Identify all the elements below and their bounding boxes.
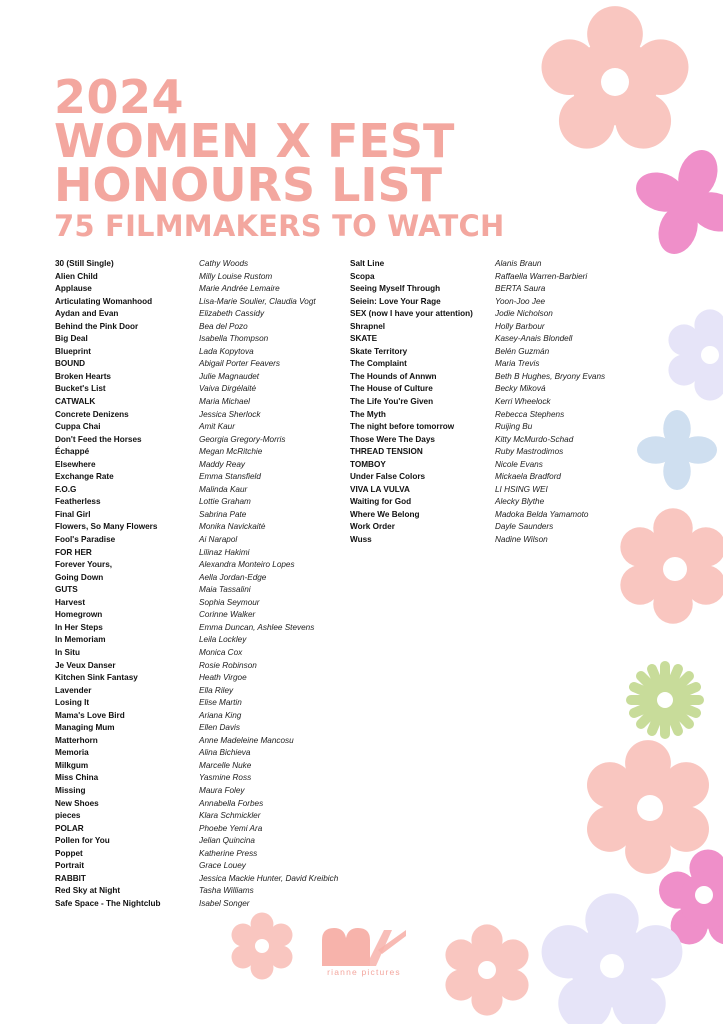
- film-title: Where We Belong: [350, 509, 420, 519]
- film-title: BOUND: [55, 359, 86, 369]
- film-title: Mama's Love Bird: [55, 710, 125, 720]
- film-title: Bucket's List: [55, 384, 106, 394]
- filmmaker-name: Nicole Evans: [495, 459, 543, 469]
- filmmaker-name: Malinda Kaur: [199, 484, 248, 494]
- film-title: The Myth: [350, 409, 386, 419]
- film-title: Under False Colors: [350, 472, 426, 482]
- logo-text: rianne pictures: [327, 967, 401, 977]
- film-title: Red Sky at Night: [55, 886, 121, 896]
- filmmaker-name: Heath Virgoe: [199, 673, 247, 683]
- filmmaker-name: Becky Miková: [495, 384, 546, 394]
- filmmaker-name: Holly Barbour: [495, 321, 545, 331]
- film-title: Flowers, So Many Flowers: [55, 522, 158, 532]
- film-title: Final Girl: [55, 509, 91, 519]
- film-title: Je Veux Danser: [55, 660, 116, 670]
- film-title: Scopa: [350, 271, 375, 281]
- filmmaker-name: Beth B Hughes, Bryony Evans: [495, 371, 606, 381]
- film-title: Alien Child: [55, 271, 98, 281]
- filmmaker-name: Dayle Saunders: [495, 522, 554, 532]
- film-title: Kitchen Sink Fantasy: [55, 673, 138, 683]
- film-title: Pollen for You: [55, 836, 110, 846]
- film-title: Wuss: [350, 535, 372, 545]
- film-title: Going Down: [55, 572, 104, 582]
- filmmaker-name: Sophia Seymour: [199, 597, 260, 607]
- filmmaker-name: Kasey-Anais Blondell: [495, 334, 573, 344]
- filmmaker-name: Klara Schmickler: [199, 811, 261, 821]
- film-title: Broken Hearts: [55, 371, 111, 381]
- filmmaker-name: Madoka Belda Yamamoto: [495, 509, 589, 519]
- film-title: SEX (now I have your attention): [350, 309, 473, 319]
- film-title: Skate Territory: [350, 346, 408, 356]
- filmmaker-name: BERTA Saura: [495, 284, 546, 294]
- filmmaker-name: Lilinaz Hakimi: [199, 547, 250, 557]
- film-title: GUTS: [55, 585, 78, 595]
- filmmaker-name: Phoebe Yemi Ara: [199, 823, 263, 833]
- film-title: Don't Feed the Horses: [55, 434, 142, 444]
- film-title: Waiting for God: [350, 497, 412, 507]
- film-title: 30 (Still Single): [55, 259, 114, 268]
- flower-green-icon: [631, 666, 699, 734]
- film-title: RABBIT: [55, 873, 86, 883]
- film-title: Memoria: [55, 748, 89, 758]
- film-title: Forever Yours,: [55, 560, 113, 570]
- film-title: F.O.G: [55, 484, 77, 494]
- filmmaker-name: Yoon-Joo Jee: [495, 296, 546, 306]
- filmmaker-name: Tasha Williams: [199, 886, 254, 896]
- filmmaker-name: Alanis Braun: [495, 259, 542, 268]
- title-line-1: WOMEN X FEST: [54, 114, 455, 168]
- film-title: Cuppa Chai: [55, 422, 101, 432]
- filmmaker-name: Katherine Press: [199, 848, 258, 858]
- filmmaker-name: Jodie Nicholson: [495, 309, 553, 319]
- film-title: Seeing Myself Through: [350, 284, 441, 294]
- film-title: Losing It: [55, 698, 90, 708]
- film-title: Work Order: [350, 522, 395, 532]
- film-title: In Situ: [55, 647, 81, 657]
- filmmaker-name: Rebecca Stephens: [495, 409, 565, 419]
- film-title: Managing Mum: [55, 723, 115, 733]
- filmmaker-name: Alina Bichieva: [199, 748, 251, 758]
- filmmaker-name: Maria Trevis: [495, 359, 540, 369]
- filmmaker-name: Kerri Wheelock: [495, 397, 551, 407]
- film-title: Fool's Paradise: [55, 535, 116, 545]
- film-title: The House of Culture: [350, 384, 433, 394]
- filmmaker-name: Marie Andrée Lemaire: [199, 284, 280, 294]
- filmmaker-name: Isabel Songer: [199, 898, 250, 908]
- film-title: VIVA LA VULVA: [350, 484, 410, 494]
- film-title: The Hounds of Annwn: [350, 371, 437, 381]
- film-title: CATWALK: [55, 397, 96, 407]
- filmmaker-name: Ella Riley: [199, 685, 234, 695]
- filmmaker-name: Cathy Woods: [199, 259, 249, 268]
- film-title: Shrapnel: [350, 321, 386, 331]
- film-title: TOMBOY: [350, 459, 386, 469]
- film-title: Exchange Rate: [55, 472, 114, 482]
- filmmaker-name: Ariana King: [199, 710, 242, 720]
- film-title: Concrete Denizens: [55, 409, 129, 419]
- filmmaker-name: Annabella Forbes: [199, 798, 264, 808]
- filmmaker-name: Leila Lockley: [199, 635, 247, 645]
- film-title: Miss China: [55, 773, 99, 783]
- page-title: [54, 70, 505, 243]
- filmmaker-name: Maura Foley: [199, 785, 245, 795]
- film-title: Portrait: [55, 861, 85, 871]
- film-title: Those Were The Days: [350, 434, 435, 444]
- film-title: The night before tomorrow: [350, 422, 455, 432]
- title-subtitle: 75 FILMMAKERS TO WATCH: [54, 209, 505, 243]
- flower-blue-icon: [637, 410, 717, 490]
- film-title: In Memoriam: [55, 635, 106, 645]
- film-title: Featherless: [55, 497, 101, 507]
- maker-column-right: [495, 258, 625, 547]
- film-title: Échappé: [55, 447, 90, 457]
- film-title: Applause: [55, 284, 92, 294]
- filmmaker-name: LI HSING WEI: [495, 484, 548, 494]
- filmmaker-name: Ellen Davis: [199, 723, 240, 733]
- filmmaker-name: Emma Duncan, Ashlee Stevens: [199, 622, 315, 632]
- filmmaker-name: Yasmine Ross: [199, 773, 252, 783]
- filmmaker-name: Elizabeth Cassidy: [199, 309, 265, 319]
- filmmaker-name: Bea del Pozo: [199, 321, 248, 331]
- film-title: Harvest: [55, 597, 86, 607]
- filmmaker-name: Grace Louey: [199, 861, 246, 871]
- filmmaker-name: Maia Tassalini: [199, 585, 251, 595]
- flower-magenta-icon: [618, 132, 723, 271]
- filmmaker-name: Isabella Thompson: [199, 334, 269, 344]
- filmmaker-name: Maddy Reay: [199, 459, 245, 469]
- filmmaker-name: Lottie Graham: [199, 497, 251, 507]
- filmmaker-name: Rosie Robinson: [199, 660, 257, 670]
- filmmaker-name: Mickaela Bradford: [495, 472, 561, 482]
- filmmaker-name: Ruby Mastrodimos: [495, 447, 564, 457]
- filmmaker-name: Milly Louise Rustom: [199, 271, 273, 281]
- filmmaker-name: Alecky Blythe: [495, 497, 545, 507]
- filmmaker-name: Anne Madeleine Mancosu: [199, 735, 294, 745]
- filmmaker-name: Monica Cox: [199, 647, 243, 657]
- film-column-right: [350, 258, 490, 547]
- film-title: In Her Steps: [55, 622, 103, 632]
- filmmaker-name: Belén Guzmán: [495, 346, 550, 356]
- film-title: Salt Line: [350, 259, 385, 268]
- filmmaker-name: Lisa-Marie Soulier, Claudia Vogt: [199, 296, 316, 306]
- filmmaker-name: Sabrina Pate: [199, 509, 247, 519]
- film-title: The Complaint: [350, 359, 407, 369]
- maker-column-left: [199, 258, 349, 910]
- filmmaker-name: Aella Jordan-Edge: [199, 572, 267, 582]
- film-title: Behind the Pink Door: [55, 321, 139, 331]
- film-title: Homegrown: [55, 610, 103, 620]
- filmmaker-name: Corinne Walker: [199, 610, 256, 620]
- filmmaker-name: Megan McRitchie: [199, 447, 263, 457]
- filmmaker-name: Kitty McMurdo-Schad: [495, 434, 574, 444]
- filmmaker-name: Julie Magnaudet: [199, 371, 260, 381]
- filmmaker-name: Vaiva Dirgėlaitė: [199, 384, 257, 394]
- filmmaker-name: Jessica Sherlock: [199, 409, 261, 419]
- filmmaker-name: Jelian Quincina: [199, 836, 255, 846]
- title-line-2: HONOURS LIST: [54, 158, 443, 212]
- filmmaker-name: Amit Kaur: [199, 422, 235, 432]
- film-title: Aydan and Evan: [55, 309, 119, 319]
- film-title: SKATE: [350, 334, 378, 344]
- film-title: pieces: [55, 811, 81, 821]
- film-title: Big Deal: [55, 334, 88, 344]
- film-title: Articulating Womanhood: [55, 296, 153, 306]
- film-title: Seiein: Love Your Rage: [350, 296, 441, 306]
- filmmaker-name: Georgia Gregory-Morris: [199, 434, 286, 444]
- film-title: FOR HER: [55, 547, 92, 557]
- title-year: 2024: [54, 70, 185, 124]
- filmmaker-name: Raffaella Warren-Barbieri: [495, 271, 588, 281]
- filmmaker-name: Monika Navickaitė: [199, 522, 266, 532]
- filmmaker-name: Lada Kopytova: [199, 346, 254, 356]
- filmmaker-name: Jessica Mackie Hunter, David Kreibich: [199, 873, 339, 883]
- film-title: Matterhorn: [55, 735, 98, 745]
- film-title: Safe Space - The Nightclub: [55, 898, 161, 908]
- filmmaker-name: Elise Martin: [199, 698, 242, 708]
- filmmaker-name: Ai Narapol: [199, 535, 238, 545]
- film-title: THREAD TENSION: [350, 447, 423, 457]
- film-title: Lavender: [55, 685, 92, 695]
- filmmaker-name: Ruijing Bu: [495, 422, 533, 432]
- film-title: Elsewhere: [55, 459, 96, 469]
- film-title: Poppet: [55, 848, 83, 858]
- film-title: The Life You're Given: [350, 397, 434, 407]
- film-title: Missing: [55, 785, 86, 795]
- film-title: Blueprint: [55, 346, 91, 356]
- filmmaker-name: Abigail Porter Feavers: [199, 359, 280, 369]
- film-title: POLAR: [55, 823, 84, 833]
- filmmaker-name: Alexandra Monteiro Lopes: [199, 560, 295, 570]
- film-column-left: [55, 258, 195, 910]
- filmmaker-name: Marcelle Nuke: [199, 760, 252, 770]
- filmmaker-name: Emma Stansfield: [199, 472, 261, 482]
- filmmaker-name: Maria Michael: [199, 397, 250, 407]
- film-title: Milkgum: [55, 760, 89, 770]
- film-title: New Shoes: [55, 798, 99, 808]
- filmmaker-name: Nadine Wilson: [495, 535, 548, 545]
